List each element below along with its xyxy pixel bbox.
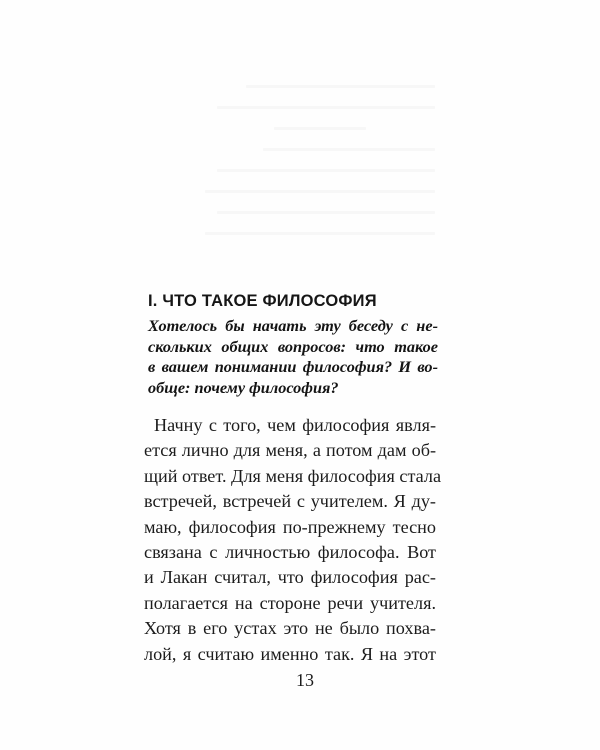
paragraph-line: Хотя в его устах это не было похва- bbox=[144, 618, 436, 639]
question-line: скольких общих вопросов: что такое bbox=[148, 336, 438, 356]
answer-paragraph bbox=[144, 413, 442, 667]
paragraph-line: связана с личностью философа. Вот bbox=[144, 542, 436, 563]
paragraph-line: щий ответ. Для меня философия стала bbox=[144, 465, 442, 486]
page-number: 13 bbox=[296, 670, 314, 690]
bleed-through-text bbox=[205, 85, 435, 255]
paragraph-line: ется лично для меня, а потом дам об- bbox=[144, 440, 436, 461]
paragraph-line: Начну с того, чем философия явля- bbox=[154, 415, 436, 435]
paragraph-line: и Лакан считал, что философия рас- bbox=[144, 567, 436, 588]
question-line: в вашем понимании философия? И во- bbox=[148, 357, 438, 376]
chapter-title: I. ЧТО ТАКОЕ ФИЛОСОФИЯ bbox=[148, 292, 377, 310]
paragraph-line: встречей, встречей с учителем. Я ду- bbox=[144, 491, 436, 512]
paragraph-line: полагается на стороне речи учителя. bbox=[144, 592, 436, 613]
question-line: Хотелось бы начать эту беседу с не- bbox=[148, 316, 438, 335]
interview-question bbox=[148, 316, 438, 398]
paragraph-line: маю, философия по-прежнему тесно bbox=[144, 516, 436, 537]
paragraph-line: лой, я считаю именно так. Я на этот bbox=[144, 643, 436, 664]
question-line: обще: почему философия? bbox=[148, 377, 339, 397]
